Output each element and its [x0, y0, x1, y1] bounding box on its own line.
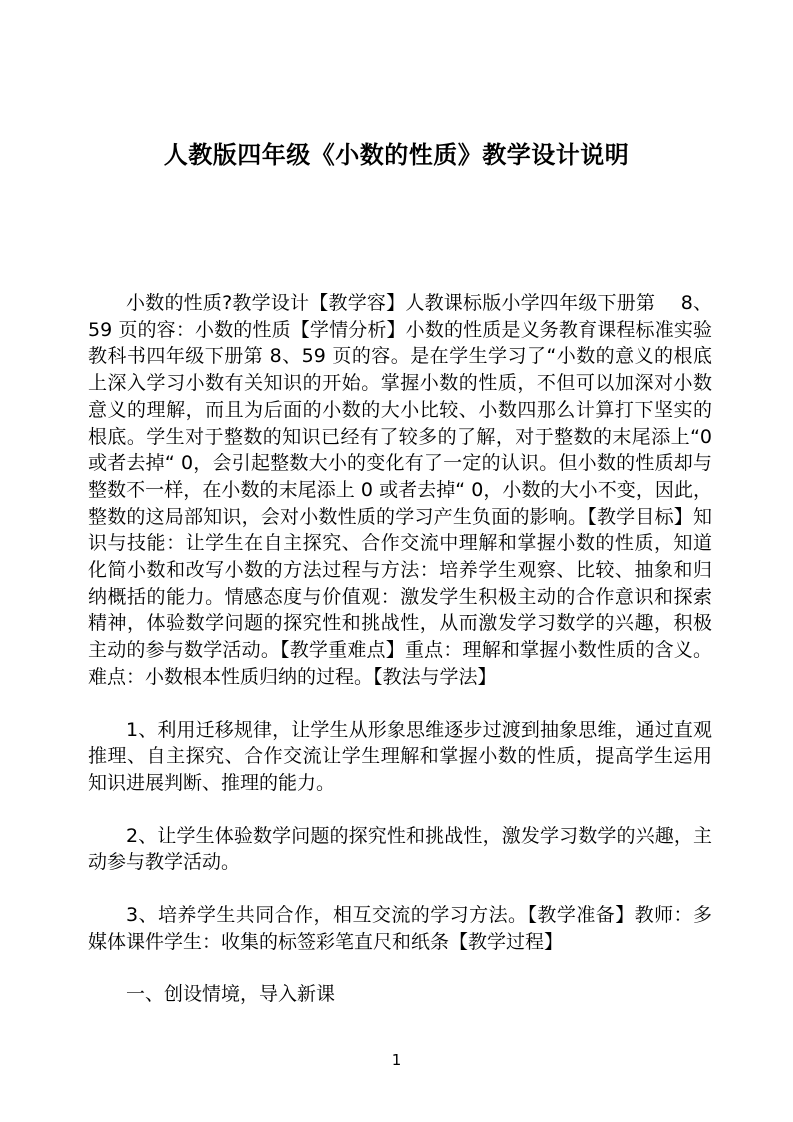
document-body	[88, 290, 712, 1008]
paragraph-section-heading: 一、创设情境，导入新课	[126, 983, 336, 1006]
paragraph-method-3: 3、培养学生共同合作，相互交流的学习方法。【教学准备】教师：多媒体课件学生：收集的标签彩笔直尺和纸条【教学过程】	[88, 904, 712, 953]
paragraph-method-1: 1、利用迁移规律，让学生从形象思维逐步过渡到抽象思维，通过直观推理、自主探究、合作交流让学生理解和掌握小数的性质，提高学生运用知识进展判断、推理的能力。	[88, 718, 712, 794]
page-number: 1	[391, 1051, 402, 1069]
paragraph-method-2: 2、让学生体验数学问题的探究性和挑战性，激发学习数学的兴趣，主动参与教学活动。	[88, 824, 712, 874]
page-title: 人教版四年级《小数的性质》教学设计说明	[163, 141, 630, 169]
paragraph-overview: 小数的性质?教学设计【教学容】人教课标版小学四年级下册第 8、59 页的容：小数的性质【学情分析】小数的性质是义务教育课程标准实验教科书四年级下册第 8、59 页的容。是在学生学习了“小数的意义的根底上深入学习小数有关知识的开始。掌握小数的性质，不但可以加深对小数意义的理解，而且为后面的小数的大小比较、小数四那么计算打下坚实的根底。学生对于整数的知识已经有了较多的了解，对于整数的末尾添上“0 或者去掉“ 0，会引起整数大小的变化有了一定的认识。但小数的性质却与整数不一样，在小数的末尾添上 0 或者去掉“ 0，小数的大小不变，因此，整数的这局部知识，会对小数性质的学习产生负面的影响。【教学目标】知识与技能：让学生在自主探究、合作交流中理解和掌握小数的性质，知道化简小数和改写小数的方法过程与方法：培养学生观察、比较、抽象和归纳概括的能力。情感态度与价值观：激发学生积极主动的合作意识和探索精神，体验数学问题的探究性和挑战性，从而激发学习数学的兴趣，积极主动的参与数学活动。【教学重难点】重点：理解和掌握小数性质的含义。难点：小数根本性质归纳的过程。【教法与学法】	[88, 292, 712, 688]
